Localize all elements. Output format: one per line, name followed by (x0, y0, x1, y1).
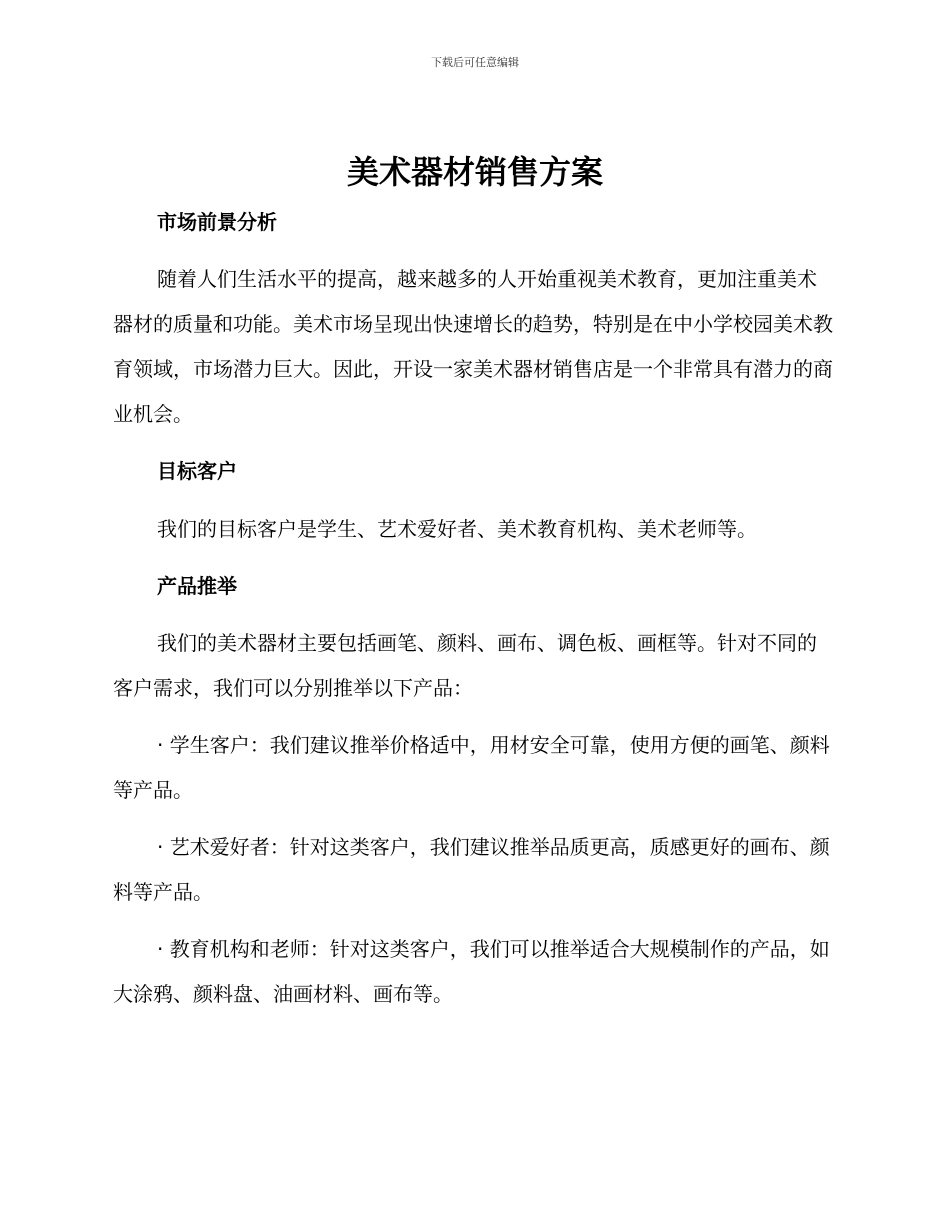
section-products-body (113, 621, 833, 711)
document-title: 美术器材销售方案 (346, 153, 603, 191)
section-customers-body (113, 507, 833, 552)
paragraph-market: 随着人们生活水平的提高，越来越多的人开始重视美术教育，更加注重美术器材的质量和功能。美术市场呈现出快速增长的趋势，特别是在中小学校园美术教育领域，市场潜力巨大。因此，开设一家美术器材销售店是一个非常具有潜力的商业机会。 (113, 267, 833, 426)
bullet-students-block (113, 723, 833, 813)
paragraph-products: 我们的美术器材主要包括画笔、颜料、画布、调色板、画框等。针对不同的客户需求，我们可以分别推举以下产品： (113, 631, 817, 700)
section-heading-market: 市场前景分析 (157, 210, 277, 234)
section-customers (113, 449, 833, 494)
section-products (113, 564, 833, 609)
bullet-institutions-block (113, 927, 833, 1017)
section-heading-customers: 目标客户 (157, 459, 237, 483)
bullet-hobbyists-block (113, 825, 833, 915)
section-market (113, 200, 833, 245)
paragraph-customers: 我们的目标客户是学生、艺术爱好者、美术教育机构、美术老师等。 (157, 517, 757, 541)
bullet-item-hobbyists: · 艺术爱好者：针对这类客户，我们建议推举品质更高，质感更好的画布、颜料等产品。 (113, 835, 830, 904)
header-note: 下载后可任意编辑 (431, 56, 519, 69)
bullet-item-institutions: · 教育机构和老师：针对这类客户，我们可以推举适合大规模制作的产品，如大涂鸦、颜料盘、油画材料、画布等。 (113, 937, 830, 1006)
bullet-item-students: · 学生客户：我们建议推举价格适中，用材安全可靠，使用方便的画笔、颜料等产品。 (113, 733, 830, 802)
section-heading-products: 产品推举 (157, 574, 237, 598)
section-market-body (113, 257, 833, 437)
